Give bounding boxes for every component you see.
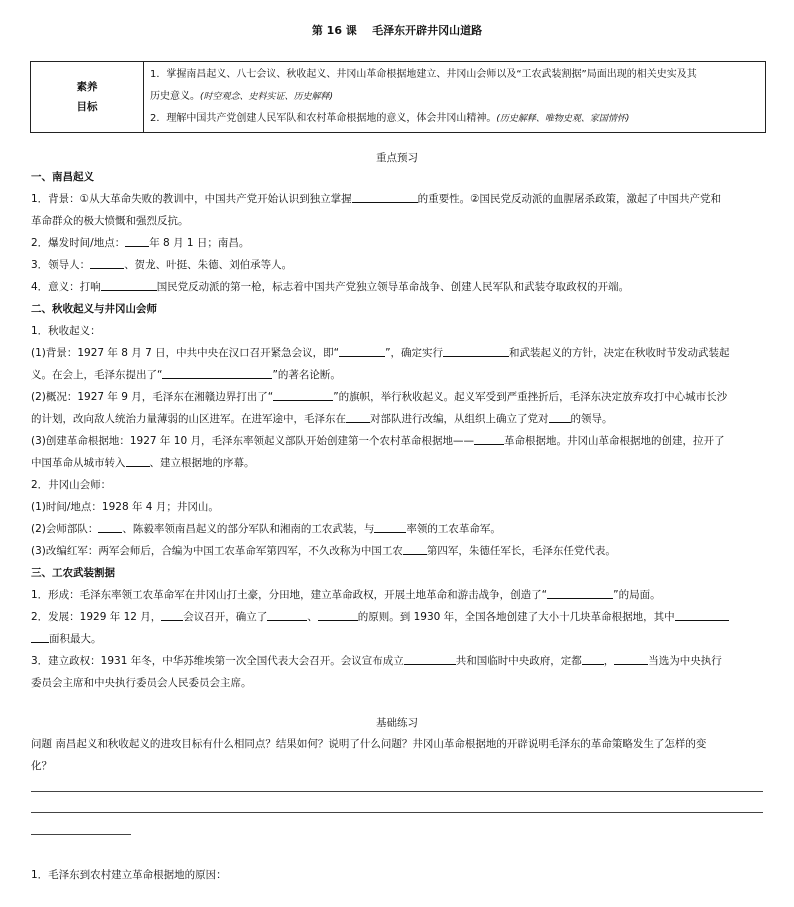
fill-blank[interactable] [582,653,604,665]
question-text-cont: 化？ [31,760,52,772]
fill-blank[interactable] [101,279,157,291]
practice-heading: 基础练习 [376,717,418,729]
s2-p3-cont: 中国革命从城市转入 、建立根据地的序幕。 [31,457,255,469]
s1-item-3: 3．领导人： 、贺龙、叶挺、朱德、刘伯承等人。 [31,259,293,271]
s2-p2: (2)概况：1927 年 9 月，毛泽东在湘赣边界打出了“ ”的旗帜，举行秋收起义。起义军受到严重挫折后，毛泽东决定放弃攻打中心城市长沙 [31,391,728,403]
lesson-title: 第 16 课 毛泽东开辟井冈山道路 [311,24,483,37]
s3-item-3: 3．建立政权：1931 年冬，中华苏维埃第一次全国代表大会召开。会议宣布成立 共和国临时中央政府，定都 ， 当选为中央执行 [31,655,722,667]
section-3-heading: 三、工农武装割据 [31,567,115,579]
s3-item-1: 1．形成：毛泽东率领工农革命军在井冈山打土豪，分田地，建立革命政权，开展土地革命和游击战争，创造了“ ”的局面。 [31,589,661,601]
goal-item-1: 1．掌握南昌起义、八七会议、秋收起义、井冈山革命根据地建立、井冈山会师以及“工农武装割据”局面出现的相关史实及其 [150,69,697,80]
answer-line-3[interactable] [31,834,131,835]
fill-blank[interactable] [549,411,571,423]
s2-p1: (1)背景：1927 年 8 月 7 日，中共中央在汉口召开紧急会议，即“ ”，确定实行 和武装起义的方针，决定在秋收时节发动武装起 [31,347,730,359]
fill-blank[interactable] [161,609,183,621]
goals-label-cell [31,62,144,133]
goal-item-1-cont: 历史意义。(时空观念、史料实证、历史解释) [150,91,334,102]
answer-line-2[interactable] [31,812,763,813]
fill-blank[interactable] [352,191,418,203]
goals-label-line2: 目标 [76,101,98,113]
preview-heading: 重点预习 [376,152,418,164]
s2-p1-cont: 义。在会上，毛泽东提出了“ ”的著名论断。 [31,369,341,381]
goal-item-2-hint: (历史解释、唯物史观、家国情怀) [496,114,630,124]
s2-q3: (3)改编红军：两军会师后，合编为中国工农革命军第四军，不久改称为中国工农 第四军，朱德任军长，毛泽东任党代表。 [31,545,616,557]
fill-blank[interactable] [126,455,150,467]
fill-blank[interactable] [675,609,729,621]
s1-item-1: 1．背景：①从大革命失败的教训中，中国共产党开始认识到独立掌握 的重要性。②国民党反动派的血腥屠杀政策，激起了中国共产党和 [31,193,722,205]
s2-p3: (3)创建革命根据地：1927 年 10 月，毛泽东率领起义部队开始创建第一个农村革命根据地—— 革命根据地。井冈山革命根据地的创建，拉开了 [31,435,725,447]
s3-item-3-cont: 委员会主席和中央执行委员会人民委员会主席。 [31,677,252,689]
s2-q1: (1)时间/地点：1928 年 4 月；井冈山。 [31,501,219,513]
fill-blank[interactable] [403,543,427,555]
s1-item-4: 4．意义：打响 国民党反动派的第一枪，标志着中国共产党独立领导革命战争、创建人民军队和武装夺取政权的开端。 [31,281,630,293]
fill-blank[interactable] [90,257,124,269]
goal-item-2: 2．理解中国共产党创建人民军队和农村革命根据地的意义，体会井冈山精神。(历史解释、唯物史观、家国情怀) [150,113,630,124]
section-1-heading: 一、南昌起义 [31,171,94,183]
fill-blank[interactable] [339,345,385,357]
s2-p2-cont: 的计划，改向敌人统治力量薄弱的山区进军。在进军途中，毛泽东在 对部队进行改编，从组织上确立了党对 的领导。 [31,413,613,425]
fill-blank[interactable] [267,609,307,621]
question-text: 问题 南昌起义和秋收起义的进攻目标有什么相同点？结果如何？说明了什么问题？井冈山革命根据地的开辟说明毛泽东的革命策略发生了怎样的变 [31,738,707,750]
s2-sub-1: 1．秋收起义： [31,325,101,337]
exercise-item-1: 1．毛泽东到农村建立革命根据地的原因： [31,869,227,881]
goals-label-line1: 素养 [76,81,98,93]
learning-goals-table [30,61,766,133]
fill-blank[interactable] [404,653,456,665]
fill-blank[interactable] [125,235,149,247]
fill-blank[interactable] [346,411,370,423]
s2-sub-2: 2．井冈山会师： [31,479,112,491]
goal-item-1-hint: (时空观念、史料实证、历史解释) [200,92,334,102]
fill-blank[interactable] [318,609,358,621]
fill-blank[interactable] [614,653,648,665]
goals-text-cell [144,62,766,133]
section-2-heading: 二、秋收起义与井冈山会师 [31,303,157,315]
s1-item-2: 2．爆发时间/地点： 年 8 月 1 日；南昌。 [31,237,250,249]
fill-blank[interactable] [474,433,504,445]
s2-q2: (2)会师部队： 、陈毅率领南昌起义的部分军队和湘南的工农武装，与 率领的工农革命军。 [31,523,501,535]
fill-blank[interactable] [98,521,122,533]
fill-blank[interactable] [273,389,333,401]
fill-blank[interactable] [31,631,49,643]
fill-blank[interactable] [547,587,613,599]
fill-blank[interactable] [443,345,509,357]
fill-blank[interactable] [374,521,406,533]
s3-item-2: 2．发展：1929 年 12 月， 会议召开，确立了 、 的原则。到 1930 年，全国各地创建了大小十几块革命根据地，其中 [31,609,767,625]
s3-item-2-cont: 面积最大。 [31,631,767,647]
answer-line-1[interactable] [31,791,763,792]
fill-blank[interactable] [162,367,272,379]
s1-item-1-cont: 革命群众的极大愤慨和强烈反抗。 [31,215,189,227]
